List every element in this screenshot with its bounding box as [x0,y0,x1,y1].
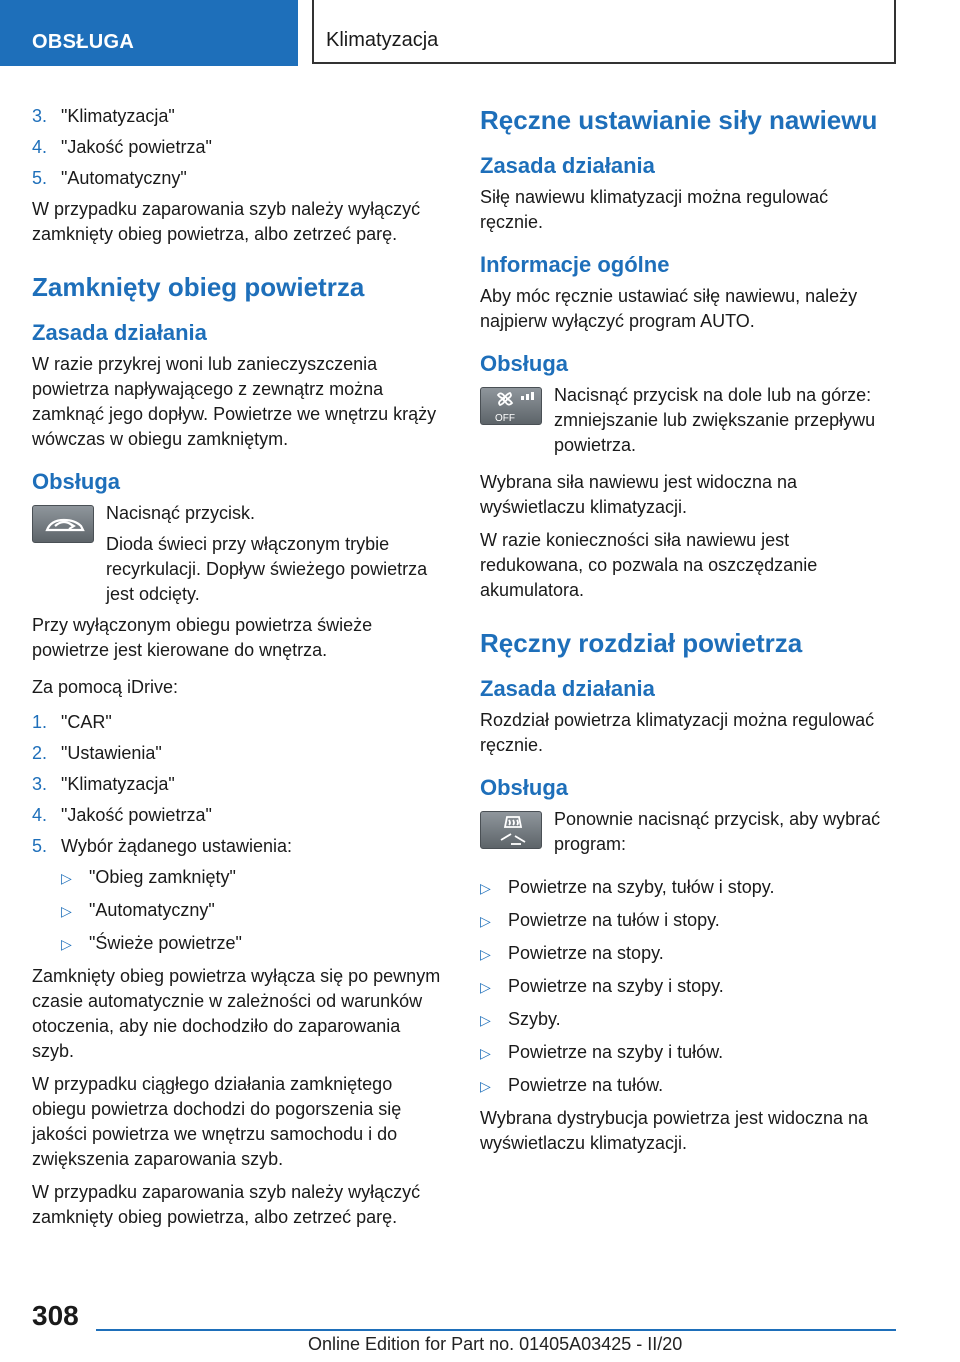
list-item: ▷ Powietrze na tułów. [480,1073,896,1099]
right-column [480,104,896,1164]
section-heading: Ręczny rozdział powietrza [480,628,803,658]
list-item: ▷ Szyby. [480,1007,896,1033]
paragraph: W przypadku ciągłego działania zamkniętego obiegu powietrza dochodzi do pogorszenia się jakości powietrza we wnętrzu samochodu i do zwiększenia zaparowania szyb. [32,1074,402,1169]
instruction-text: Nacisnąć przycisk na dole lub na górze: zmniejszanie lub zwiększanie przepływu powietrza. [554,385,876,455]
edition-text: Online Edition for Part no. 01405A03425 - II/20 [308,1334,683,1354]
list-item: 3. "Klimatyzacja" [32,106,175,126]
list-item: 5. "Automatyczny" [32,168,187,188]
paragraph: Wybrana siła nawiewu jest widoczna na wyświetlaczu klimatyzacji. [480,472,797,517]
top-numbered-list [32,104,442,191]
subsection-heading: Obsługa [480,351,569,376]
instruction-text: Nacisnąć przycisk. [106,503,256,523]
recirculation-icon [32,505,94,543]
instruction-text: Dioda świeci przy włączonym trybie recyrkulacji. Dopływ świeżego powietrza jest odcięty. [106,534,428,604]
list-item: ▷ Powietrze na szyby i stopy. [480,974,896,1000]
page-header [0,0,960,66]
bullet-triangle-icon: ▷ [480,913,491,929]
list-item: 2. "Ustawienia" [32,743,162,763]
list-item: ▷ "Świeże powietrze" [61,931,442,957]
settings-bullet-list [32,865,442,957]
subsection-heading: Zasada działania [480,676,655,701]
list-item: 1. "CAR" [32,712,112,732]
list-item: 4. "Jakość powietrza" [32,137,212,157]
list-item: ▷ "Automatyczny" [61,898,442,924]
recirculation-instruction [32,501,442,607]
list-item: ▷ Powietrze na tułów i stopy. [480,908,896,934]
paragraph: Wybrana dystrybucja powietrza jest widoczna na wyświetlaczu klimatyzacji. [480,1108,869,1153]
bullet-triangle-icon: ▷ [61,870,72,886]
chapter-title: Klimatyzacja [312,0,896,64]
instruction-text: Ponownie nacisnąć przycisk, aby wybrać program: [554,809,881,854]
paragraph: W przypadku zaparowania szyb należy wyłączyć zamknięty obieg powietrza, albo zetrzeć parę. [32,1182,421,1227]
paragraph: Aby móc ręcznie ustawiać siłę nawiewu, należy najpierw wyłączyć program AUTO. [480,286,858,331]
paragraph: Zamknięty obieg powietrza wyłącza się po pewnym czasie automatycznie w zależności od warunków otoczenia, aby nie dochodziło do zaparowania szyb. [32,966,441,1061]
subsection-heading: Informacje ogólne [480,252,670,277]
page-number: 308 [32,1300,79,1331]
subsection-heading: Obsługa [32,469,121,494]
distribution-bullet-list [480,875,896,1099]
list-item: ▷ "Obieg zamknięty" [61,865,442,891]
bullet-triangle-icon: ▷ [480,1012,491,1028]
list-item: 4. "Jakość powietrza" [32,805,212,825]
svg-text:OFF: OFF [495,413,515,424]
paragraph: W razie konieczności siła nawiewu jest redukowana, co pozwala na oszczędzanie akumulatora. [480,530,818,600]
fan-instruction [480,383,896,458]
list-item: ▷ Powietrze na szyby, tułów i stopy. [480,875,896,901]
paragraph: W przypadku zaparowania szyb należy wyłączyć zamknięty obieg powietrza, albo zetrzeć parę. [32,199,421,244]
paragraph: Rozdział powietrza klimatyzacji można regulować ręcznie. [480,710,875,755]
subsection-heading: Zasada działania [32,320,207,345]
list-item: ▷ Powietrze na szyby i tułów. [480,1040,896,1066]
section-heading: Ręczne ustawianie siły nawiewu [480,105,878,135]
footer-divider [96,1329,896,1331]
air-distribution-instruction [480,807,896,857]
bullet-triangle-icon: ▷ [480,880,491,896]
left-column [32,104,442,1238]
paragraph: Za pomocą iDrive: [32,677,179,697]
paragraph: Przy wyłączonym obiegu powietrza świeże powietrze jest kierowane do wnętrza. [32,615,373,660]
bullet-triangle-icon: ▷ [480,1045,491,1061]
bullet-triangle-icon: ▷ [480,946,491,962]
subsection-heading: Zasada działania [480,153,655,178]
bullet-triangle-icon: ▷ [61,903,72,919]
idrive-numbered-list [32,710,442,859]
air-distribution-icon [480,811,542,849]
section-tab: OBSŁUGA [0,0,298,66]
fan-icon [480,387,542,425]
section-heading: Zamknięty obieg powietrza [32,272,365,302]
list-item: ▷ Powietrze na stopy. [480,941,896,967]
bullet-triangle-icon: ▷ [480,1078,491,1094]
list-item: 3. "Klimatyzacja" [32,774,175,794]
bullet-triangle-icon: ▷ [61,936,72,952]
list-item: 5. Wybór żądanego ustawienia: [32,836,292,856]
paragraph: W razie przykrej woni lub zanieczyszczenia powietrza napływającego z zewnątrz można zamknąć jego dopływ. Powietrze we wnętrzu krąży wówczas w obiegu zamkniętym. [32,354,437,449]
subsection-heading: Obsługa [480,775,569,800]
paragraph: Siłę nawiewu klimatyzacji można regulować ręcznie. [480,187,829,232]
bullet-triangle-icon: ▷ [480,979,491,995]
